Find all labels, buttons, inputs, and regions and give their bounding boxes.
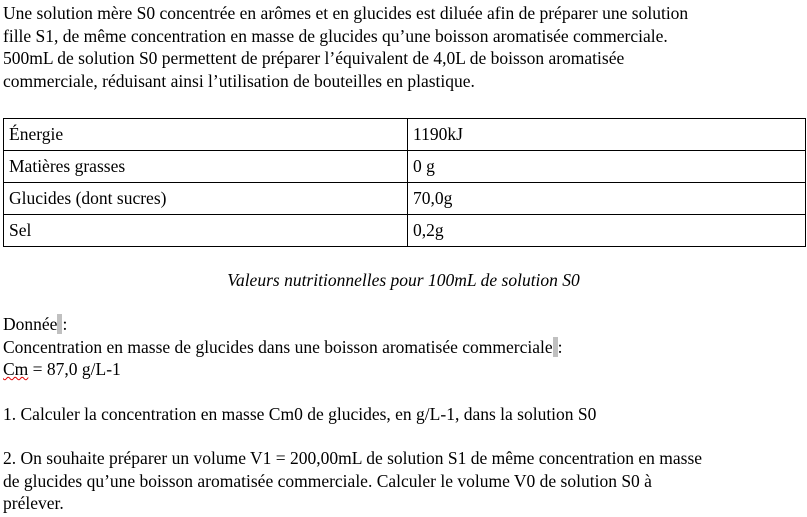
table-row	[4, 151, 806, 183]
table-row	[4, 119, 806, 151]
intro-line: fille S1, de même concentration en masse de glucides qu’une boisson aromatisée commerciale.	[3, 25, 668, 46]
donnee-heading	[3, 313, 804, 336]
cm-line	[3, 358, 804, 381]
question-1: 1. Calculer la concentration en masse Cm0 de glucides, en g/L-1, dans la solution S0	[3, 403, 597, 424]
colon: :	[62, 314, 68, 334]
donnee-label: Donnée	[3, 314, 58, 334]
colon: :	[557, 336, 563, 357]
question-2-line: de glucides qu’une boisson aromatisée commerciale. Calculer le volume V0 de solution S0 à	[3, 470, 652, 491]
concentration-text: Concentration en masse de glucides dans une boisson aromatisée commerciale	[3, 336, 553, 357]
table-cell: 70,0g	[408, 183, 806, 215]
cm-symbol: Cm	[3, 359, 29, 379]
intro-line: Une solution mère S0 concentrée en arômes et en glucides est diluée afin de préparer une solution	[3, 3, 689, 23]
table-caption: Valeurs nutritionnelles pour 100mL de solution S0	[227, 270, 580, 290]
intro-line: commerciale, réduisant ainsi l’utilisation de bouteilles en plastique.	[3, 70, 475, 91]
table-cell: Matières grasses	[4, 151, 408, 183]
table-cell: Énergie	[4, 119, 408, 151]
table-cell: 1190kJ	[408, 119, 806, 151]
table-cell: Glucides (dont sucres)	[4, 183, 408, 215]
table-row	[4, 183, 806, 215]
concentration-line	[3, 336, 804, 359]
question-2-line: 2. On souhaite préparer un volume V1 = 200,00mL de solution S1 de même concentration en masse	[3, 448, 703, 468]
nutrition-table	[3, 118, 806, 247]
table-cell: 0,2g	[408, 215, 806, 247]
question-2-line: prélever.	[3, 493, 64, 513]
cm-value: = 87,0 g/L-1	[28, 359, 121, 379]
intro-line: 500mL de solution S0 permettent de préparer l’équivalent de 4,0L de boisson aromatisée	[3, 48, 625, 68]
table-row	[4, 215, 806, 247]
table-cell: Sel	[4, 215, 408, 247]
table-cell: 0 g	[408, 151, 806, 183]
